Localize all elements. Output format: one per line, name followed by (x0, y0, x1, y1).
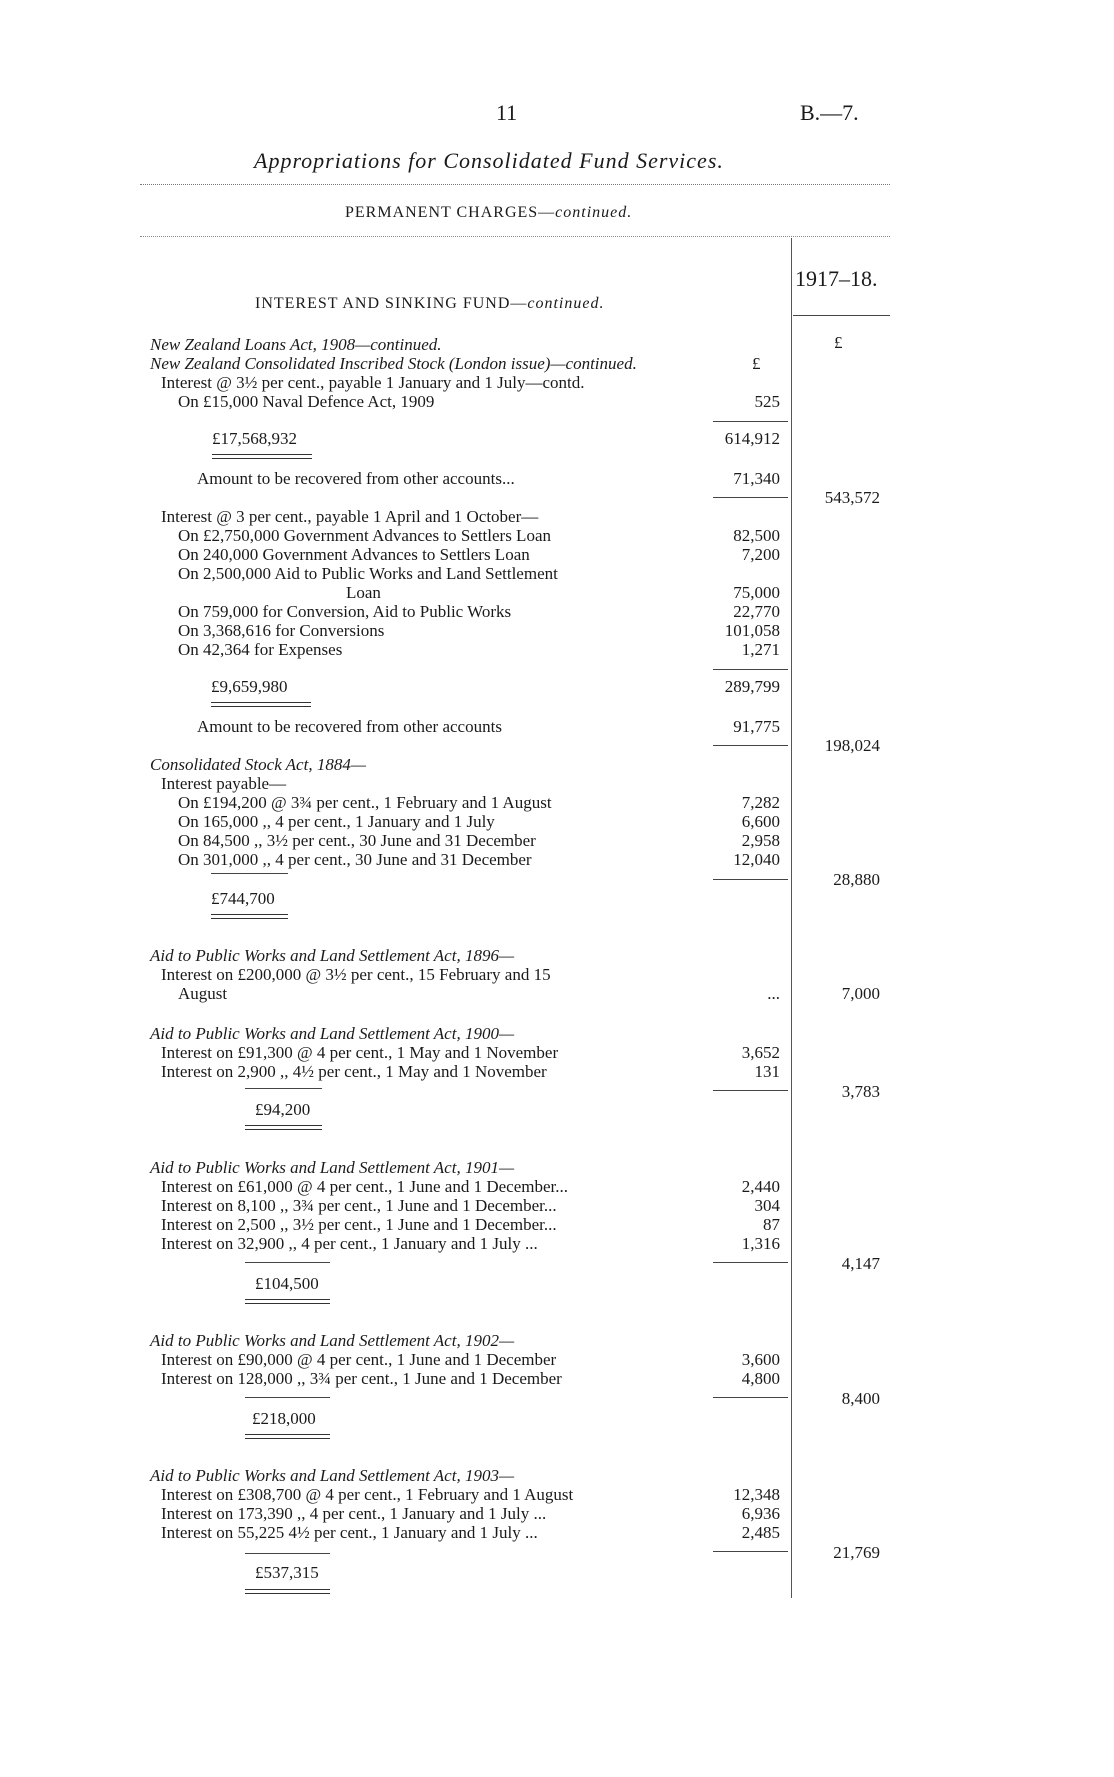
s5-net-rule (713, 1090, 788, 1091)
document-reference: B.—7. (800, 100, 859, 125)
s6-row-value: 87 (763, 1215, 780, 1234)
s8-double-rule (245, 1589, 330, 1594)
page-number: 11 (496, 100, 518, 125)
s2-row: On 3,368,616 for Conversions (178, 621, 385, 640)
s2-row-value: 101,058 (724, 621, 780, 640)
s3-capital-rule (211, 873, 288, 874)
s8-act: Aid to Public Works and Land Settlement Act, 1903— (150, 1466, 515, 1485)
s5-row-value: 3,652 (741, 1043, 780, 1062)
s6-row: Interest on 2,500 ,, 3½ per cent., 1 June and 1 December... (161, 1215, 557, 1234)
section-heading (255, 295, 604, 313)
s2-row: On 759,000 for Conversion, Aid to Public Works (178, 602, 512, 621)
subtitle-rule (140, 236, 890, 237)
s6-net: 4,147 (841, 1254, 880, 1273)
s2-sum-rule (713, 669, 788, 670)
s6-net-rule (713, 1262, 788, 1263)
s6-act: Aid to Public Works and Land Settlement Act, 1901— (150, 1158, 515, 1177)
s3-net-rule (713, 879, 788, 880)
s7-net: 8,400 (841, 1389, 880, 1408)
s7-row-value: 3,600 (741, 1350, 780, 1369)
s6-row-value: 304 (754, 1196, 780, 1215)
s6-row: Interest on 32,900 ,, 4 per cent., 1 January and 1 July ... (161, 1234, 538, 1253)
s1-pound: £ (752, 354, 761, 373)
s7-row-value: 4,800 (741, 1369, 780, 1388)
year-pound-sign: £ (834, 333, 843, 352)
s5-capital-rule (245, 1088, 322, 1089)
s6-row: Interest on £61,000 @ 4 per cent., 1 June and 1 December... (161, 1177, 569, 1196)
column-year-header: 1917–18. (795, 266, 878, 291)
s7-capital-rule (245, 1397, 330, 1398)
s7-row: Interest on 128,000 ,, 3¾ per cent., 1 June and 1 December (161, 1369, 562, 1388)
s3-payable: Interest payable— (161, 774, 287, 793)
s2-double-rule (211, 702, 311, 707)
s4-line2: August (178, 984, 228, 1003)
page-title: Appropriations for Consolidated Fund Services. (254, 148, 724, 173)
subtitle-continued: continued. (555, 204, 633, 221)
s3-row-value: 7,282 (741, 793, 780, 812)
s3-row: On 84,500 ,, 3½ per cent., 30 June and 31 December (178, 831, 536, 850)
s8-row: Interest on £308,700 @ 4 per cent., 1 February and 1 August (161, 1485, 574, 1504)
s1-net-rule (713, 497, 788, 498)
s8-row-value: 2,485 (741, 1523, 780, 1542)
section-heading-continued: continued. (527, 295, 605, 312)
s6-capital-rule (245, 1262, 330, 1263)
s5-net: 3,783 (841, 1082, 880, 1101)
s8-net-rule (713, 1551, 788, 1552)
s4-act: Aid to Public Works and Land Settlement Act, 1896— (150, 946, 515, 965)
s6-row: Interest on 8,100 ,, 3¾ per cent., 1 June and 1 December... (161, 1196, 557, 1215)
s2-row: On 42,364 for Expenses (178, 640, 343, 659)
s3-net: 28,880 (833, 870, 880, 889)
s1-recover-value: 71,340 (733, 469, 780, 488)
s2-row: On £2,750,000 Government Advances to Settlers Loan (178, 526, 551, 545)
s6-total-capital: £104,500 (255, 1274, 319, 1293)
page-subtitle (345, 204, 632, 222)
s8-total-capital: £537,315 (255, 1563, 319, 1582)
s3-row-value: 2,958 (741, 831, 780, 850)
s1-total-value: 614,912 (724, 429, 780, 448)
s3-row: On 165,000 ,, 4 per cent., 1 January and 1 July (178, 812, 495, 831)
s3-row-value: 12,040 (733, 850, 780, 869)
s1-stock: New Zealand Consolidated Inscribed Stock (London issue)—continued. (150, 354, 637, 373)
s2-row-value: 82,500 (733, 526, 780, 545)
s2-row-value: 75,000 (733, 583, 780, 602)
s4-net: 7,000 (841, 984, 880, 1003)
s8-capital-rule (245, 1553, 330, 1554)
s7-double-rule (245, 1434, 330, 1439)
s1-sum-rule (713, 421, 788, 422)
s2-total-value: 289,799 (724, 677, 780, 696)
s2-row: On 2,500,000 Aid to Public Works and Land Settlement (178, 564, 558, 583)
subtitle-main: PERMANENT CHARGES— (345, 204, 556, 221)
s2-total-capital: £9,659,980 (211, 677, 288, 696)
s3-total-capital: £744,700 (211, 889, 275, 908)
title-rule (140, 184, 890, 185)
s2-recover-value: 91,775 (733, 717, 780, 736)
s4-line1: Interest on £200,000 @ 3½ per cent., 15 February and 15 (161, 965, 551, 984)
s5-double-rule (245, 1125, 322, 1130)
s1-interest: Interest @ 3½ per cent., payable 1 January and 1 July—contd. (161, 373, 585, 392)
s2-net-rule (713, 745, 788, 746)
s8-net: 21,769 (833, 1543, 880, 1562)
s4-value: ... (767, 984, 780, 1003)
s6-row-value: 2,440 (741, 1177, 780, 1196)
s7-row: Interest on £90,000 @ 4 per cent., 1 June and 1 December (161, 1350, 557, 1369)
s3-double-rule (211, 914, 288, 919)
s1-act: New Zealand Loans Act, 1908—continued. (150, 335, 442, 354)
s2-row: Loan (346, 583, 381, 602)
s3-row: On 301,000 ,, 4 per cent., 30 June and 31 December (178, 850, 532, 869)
s7-act: Aid to Public Works and Land Settlement Act, 1902— (150, 1331, 515, 1350)
s2-row: On 240,000 Government Advances to Settlers Loan (178, 545, 530, 564)
s2-row-value: 22,770 (733, 602, 780, 621)
s8-row: Interest on 55,225 4½ per cent., 1 January and 1 July ... (161, 1523, 538, 1542)
s5-row-value: 131 (754, 1062, 780, 1081)
s3-row: On £194,200 @ 3¾ per cent., 1 February and 1 August (178, 793, 552, 812)
s6-double-rule (245, 1299, 330, 1304)
column-divider (791, 238, 792, 1598)
s8-row-value: 6,936 (741, 1504, 780, 1523)
section-heading-main: INTEREST AND SINKING FUND— (255, 295, 528, 312)
s1-net: 543,572 (824, 488, 880, 507)
s3-act: Consolidated Stock Act, 1884— (150, 755, 366, 774)
s1-line1: On £15,000 Naval Defence Act, 1909 (178, 392, 435, 411)
s2-row-value: 7,200 (741, 545, 780, 564)
s1-total-capital: £17,568,932 (212, 429, 297, 448)
s2-row-value: 1,271 (741, 640, 780, 659)
s7-net-rule (713, 1397, 788, 1398)
s6-row-value: 1,316 (741, 1234, 780, 1253)
year-header-rule (793, 315, 890, 316)
s8-row-value: 12,348 (733, 1485, 780, 1504)
s1-recover: Amount to be recovered from other accounts... (197, 469, 515, 488)
s7-total-capital: £218,000 (252, 1409, 316, 1428)
s2-recover: Amount to be recovered from other accounts (197, 717, 502, 736)
s1-double-rule (212, 454, 312, 459)
s5-act: Aid to Public Works and Land Settlement Act, 1900— (150, 1024, 515, 1043)
s8-row: Interest on 173,390 ,, 4 per cent., 1 January and 1 July ... (161, 1504, 547, 1523)
s1-line1-value: 525 (754, 392, 780, 411)
s5-row: Interest on £91,300 @ 4 per cent., 1 May and 1 November (161, 1043, 559, 1062)
s5-total-capital: £94,200 (255, 1100, 311, 1119)
s3-row-value: 6,600 (741, 812, 780, 831)
s5-row: Interest on 2,900 ,, 4½ per cent., 1 May and 1 November (161, 1062, 547, 1081)
s2-interest: Interest @ 3 per cent., payable 1 April and 1 October— (161, 507, 539, 526)
s2-net: 198,024 (824, 736, 880, 755)
